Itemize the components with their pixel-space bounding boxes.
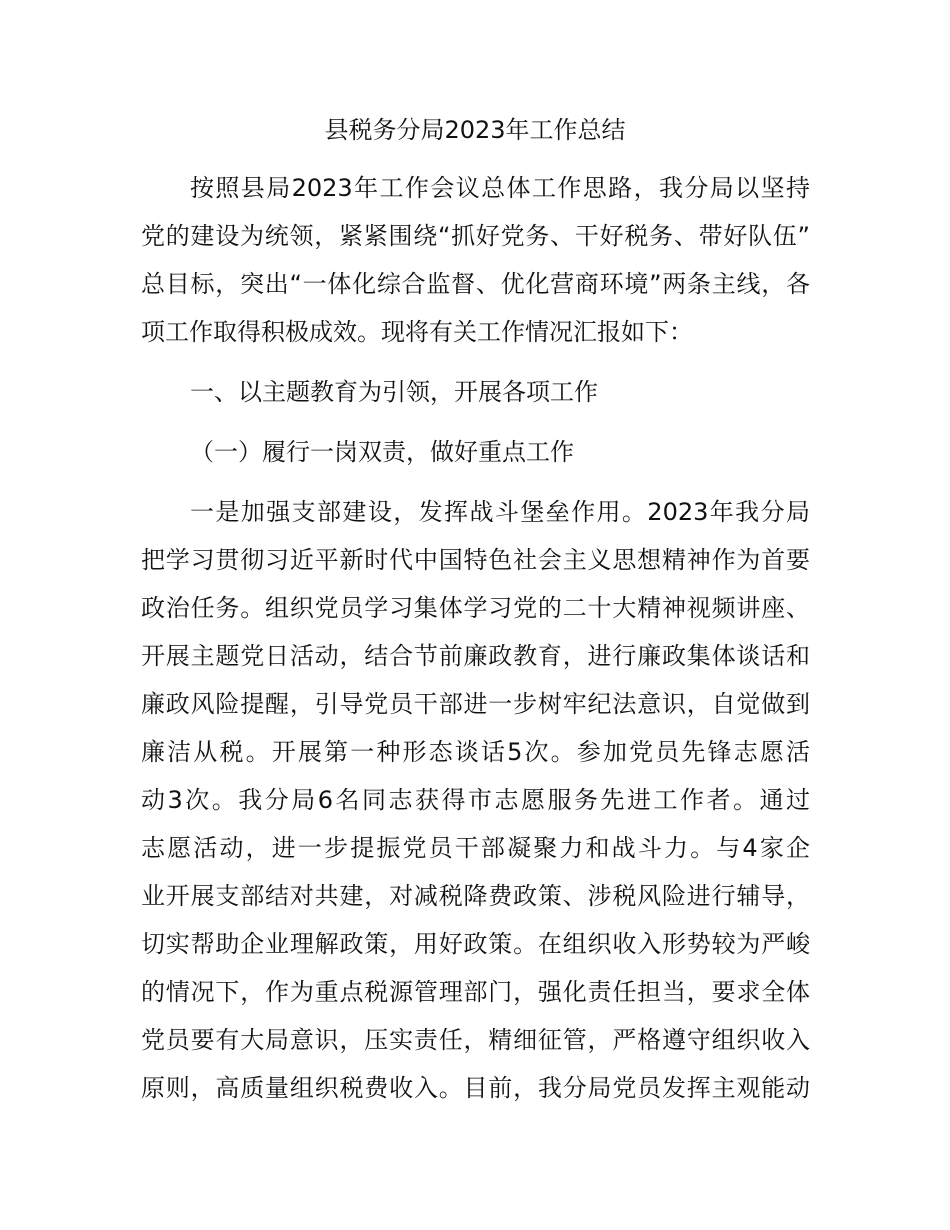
text-line: 切实帮助企业理解政策，用好政策。在组织收入形势较为严峻 xyxy=(141,930,810,958)
text-line: 廉政风险提醒，引导党员干部进一步树牢纪法意识，自觉做到 xyxy=(141,690,810,718)
body-paragraph xyxy=(141,494,810,1118)
text-line: 总目标，突出“一体化综合监督、优化营商环境”两条主线，各 xyxy=(141,270,810,298)
text-line: 按照县局2023年工作会议总体工作思路，我分局以坚持 xyxy=(190,174,810,202)
text-line: 政治任务。组织党员学习集体学习党的二十大精神视频讲座、 xyxy=(141,594,810,622)
text-line: 一是加强支部建设，发挥战斗堡垒作用。2023年我分局 xyxy=(190,498,810,526)
intro-paragraph xyxy=(141,170,810,362)
text-line: 党员要有大局意识，压实责任，精细征管，严格遵守组织收入 xyxy=(141,1026,810,1054)
text-line: 开展主题党日活动，结合节前廉政教育，进行廉政集体谈话和 xyxy=(141,642,810,670)
text-line: 把学习贯彻习近平新时代中国特色社会主义思想精神作为首要 xyxy=(141,546,810,574)
text-line: 项工作取得积极成效。现将有关工作情况汇报如下： xyxy=(141,318,693,346)
document-title: 县税务分局2023年工作总结 xyxy=(324,116,626,144)
text-line: 原则，高质量组织税费收入。目前，我分局党员发挥主观能动 xyxy=(141,1074,810,1102)
subsection-heading: （一）履行一岗双责，做好重点工作 xyxy=(190,438,574,466)
section-heading: 一、以主题教育为引领，开展各项工作 xyxy=(190,378,598,406)
text-line: 廉洁从税。开展第一种形态谈话5次。参加党员先锋志愿活 xyxy=(141,738,810,766)
text-line: 动3次。我分局6名同志获得市志愿服务先进工作者。通过 xyxy=(141,786,810,814)
document-body xyxy=(141,170,810,1118)
text-line: 党的建设为统领，紧紧围绕“抓好党务、干好税务、带好队伍” xyxy=(141,222,810,250)
text-line: 志愿活动，进一步提振党员干部凝聚力和战斗力。与4家企 xyxy=(141,834,810,862)
text-line: 的情况下，作为重点税源管理部门，强化责任担当，要求全体 xyxy=(141,978,810,1006)
text-line: 业开展支部结对共建，对减税降费政策、涉税风险进行辅导， xyxy=(141,882,810,910)
